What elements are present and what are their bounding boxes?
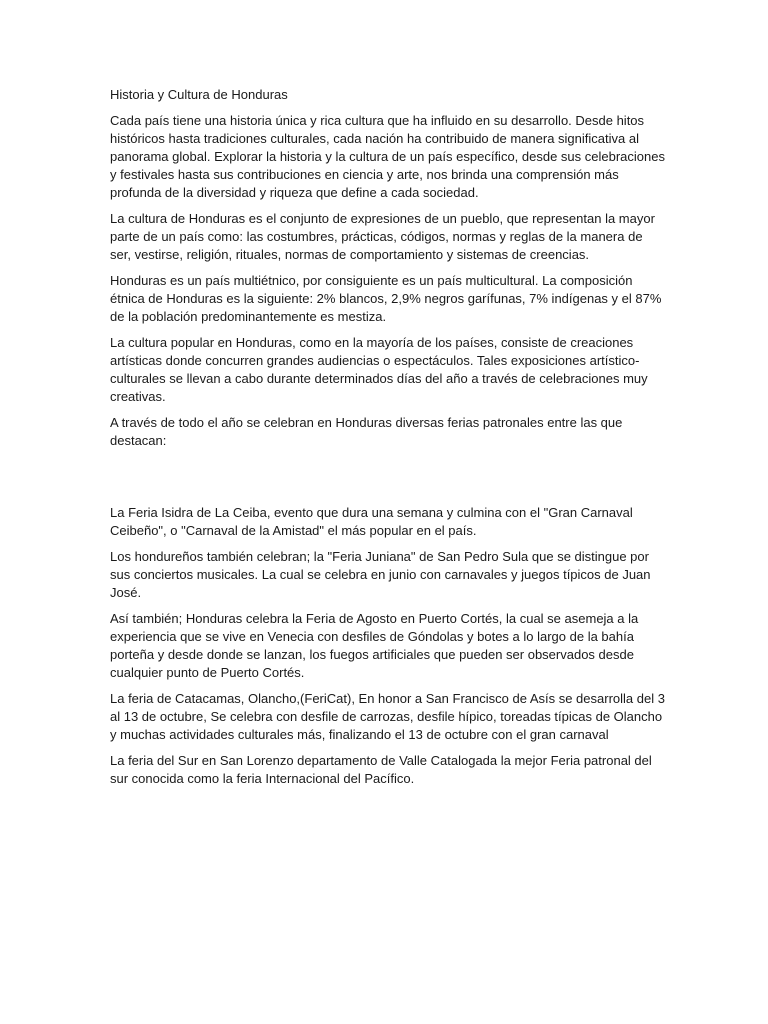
- paragraph-feria-sur: La feria del Sur en San Lorenzo departamento de Valle Catalogada la mejor Feria patronal del sur conocida como la feria Internacional del Pacífico.: [110, 753, 652, 786]
- paragraph-feria-catacamas: La feria de Catacamas, Olancho,(FeriCat), En honor a San Francisco de Asís se desarrolla del 3 al 13 de octubre, Se celebra con desfile de carrozas, desfile hípico, toreadas típicas de Olancho y muchas actividades culturales más, finalizando el 13 de octubre con el gran carnaval: [110, 691, 665, 742]
- paragraph-feria-isidra: La Feria Isidra de La Ceiba, evento que dura una semana y culmina con el "Gran Carnaval Ceibeño", o "Carnaval de la Amistad" el más popular en el país.: [110, 505, 633, 538]
- paragraph-feria-agosto: Así también; Honduras celebra la Feria de Agosto en Puerto Cortés, la cual se asemeja a la experiencia que se vive en Venecia con desfiles de Góndolas y botes a lo largo de la bahía porteña y desde donde se lanzan, los fuegos artificiales que pueden ser observados desde cualquier punto de Puerto Cortés.: [110, 611, 639, 680]
- paragraph-ferias-intro: A través de todo el año se celebran en Honduras diversas ferias patronales entre las que destacan:: [110, 415, 623, 448]
- paragraph-intro: Cada país tiene una historia única y rica cultura que ha influido en su desarrollo. Desde hitos históricos hasta tradiciones culturales, cada nación ha contribuido de manera significativa al panorama global. Explorar la historia y la cultura de un país específico, desde sus celebraciones y festivales hasta sus contribuciones en ciencia y arte, nos brinda una comprensión más profunda de la diversidad y riqueza que define a cada sociedad.: [110, 113, 665, 200]
- document-title: Historia y Cultura de Honduras: [110, 87, 288, 102]
- blank-space: [110, 458, 665, 504]
- paragraph-composicion-etnica: Honduras es un país multiétnico, por consiguiente es un país multicultural. La composición étnica de Honduras es la siguiente: 2% blancos, 2,9% negros garífunas, 7% indígenas y el 87% de la población predominantemente es mestiza.: [110, 273, 662, 324]
- paragraph-cultura-definicion: La cultura de Honduras es el conjunto de expresiones de un pueblo, que representan la mayor parte de un país como: las costumbres, prácticas, códigos, normas y reglas de la manera de ser, vestirse, religión, rituales, normas de comportamiento y sistemas de creencias.: [110, 211, 655, 262]
- document-body: [110, 86, 665, 796]
- paragraph-feria-juniana: Los hondureños también celebran; la "Feria Juniana" de San Pedro Sula que se distingue por sus conciertos musicales. La cual se celebra en junio con carnavales y juegos típicos de Juan José.: [110, 549, 651, 600]
- paragraph-cultura-popular: La cultura popular en Honduras, como en la mayoría de los países, consiste de creaciones artísticas donde concurren grandes audiencias o espectáculos. Tales exposiciones artístico-culturales se llevan a cabo durante determinados días del año a través de celebraciones muy creativas.: [110, 335, 648, 404]
